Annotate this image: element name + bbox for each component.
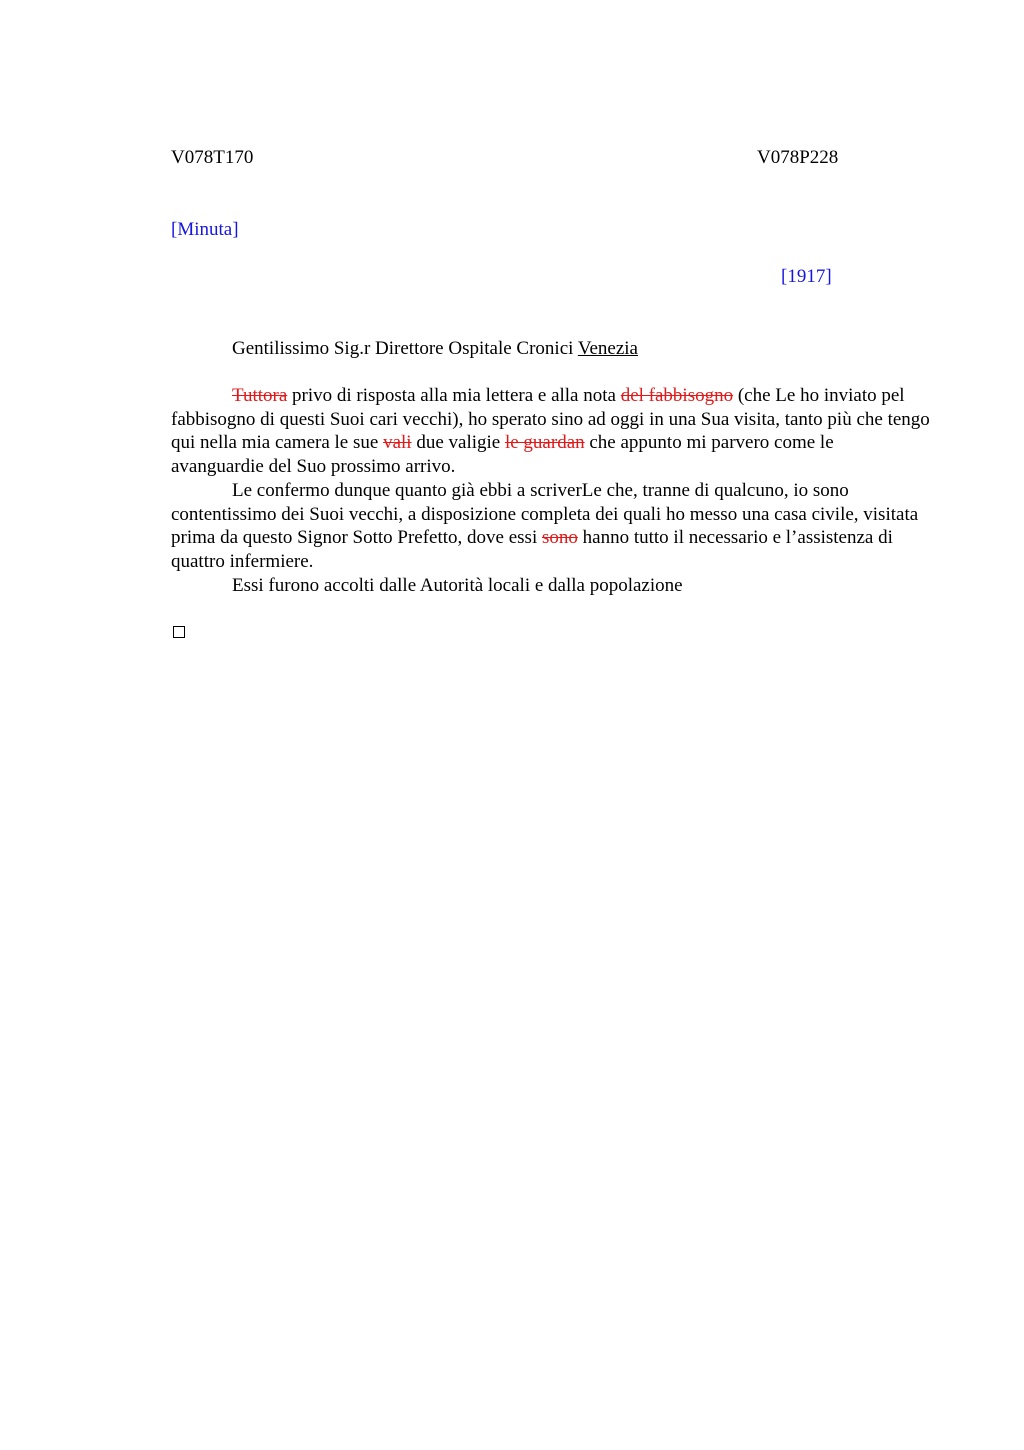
- text-segment: (che Le ho inviato pel fabbisogno di questi Suoi cari vecchi), ho sperato sino ad oggi in una Sua visita, tanto più che tengo qui nella mia camera le sue: [171, 385, 930, 454]
- document-code-left: V078T170: [171, 147, 254, 168]
- empty-square-icon: [173, 626, 185, 638]
- deleted-text: vali: [383, 432, 412, 454]
- salutation-text: Gentilissimo Sig.r Direttore Ospitale Cronici: [232, 338, 578, 359]
- paragraph-1: [171, 384, 931, 479]
- text-segment: privo di risposta alla mia lettera e alla nota: [287, 385, 621, 406]
- text-segment: hanno tutto il necessario e l’assistenza di quattro infermiere.: [171, 527, 893, 572]
- deleted-text: le guardan: [504, 432, 585, 454]
- text-segment: due valigie: [411, 432, 505, 454]
- deleted-text: Tuttora: [232, 385, 288, 406]
- text-segment: che appunto mi parvero come le avanguardie del Suo prossimo arrivo.: [171, 432, 834, 478]
- text-segment: Essi furono accolti dalle Autorità locali e dalla popolazione: [232, 574, 683, 596]
- document-code-right: V078P228: [757, 147, 839, 168]
- deleted-text: sono: [541, 527, 578, 549]
- letter-body: [171, 384, 931, 597]
- text-segment: Le confermo dunque quanto già ebbi a scriverLe che, tranne di qualcuno, io sono contentissimo dei Suoi vecchi, a disposizione completa dei quali ho messo una casa civile, visitata prima da questo Signor Sotto Prefetto, dove essi: [171, 479, 919, 549]
- document-date: [1917]: [781, 266, 832, 287]
- salutation-place: Venezia: [577, 338, 638, 359]
- paragraph-3: [171, 574, 931, 598]
- salutation: [232, 338, 638, 360]
- deleted-text: del fabbisogno: [620, 385, 734, 406]
- paragraph-2: [171, 479, 931, 574]
- minuta-label: [Minuta]: [171, 219, 239, 240]
